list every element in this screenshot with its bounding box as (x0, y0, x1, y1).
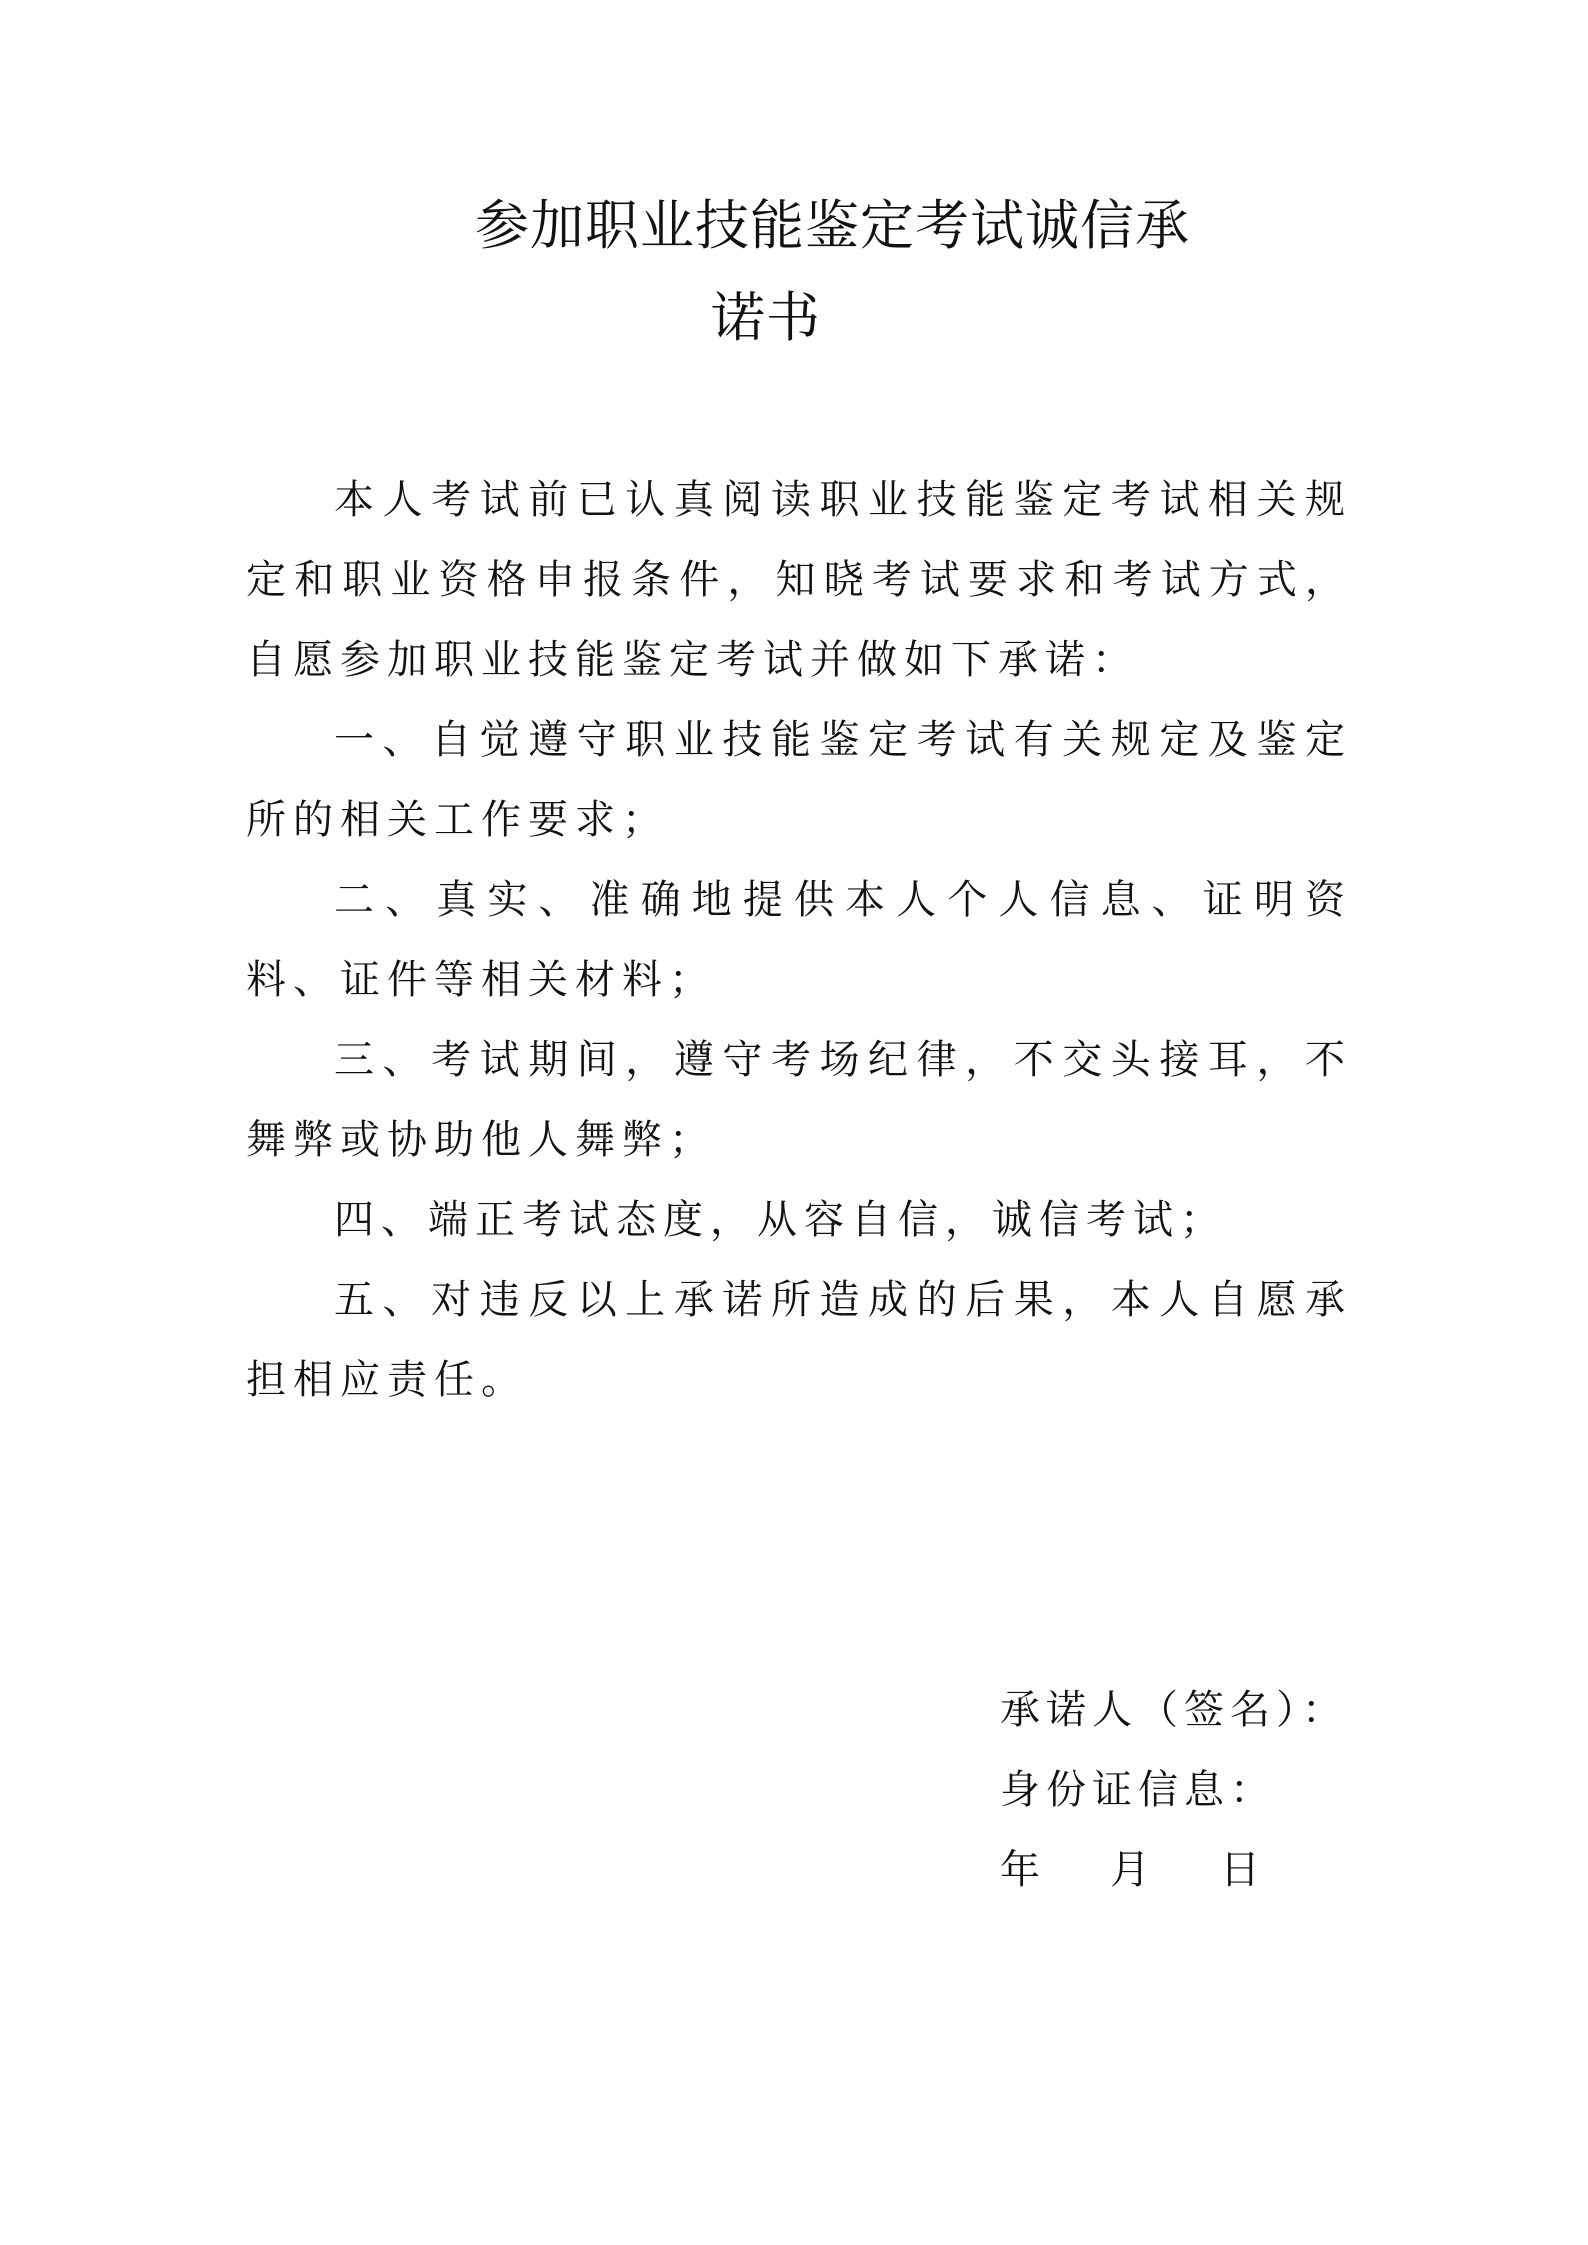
date-day: 日 (1220, 1847, 1266, 1893)
date-year: 年 (1000, 1847, 1046, 1893)
pledge-item-2: 二、真实、准确地提供本人个人信息、证明资料、证件等相关材料； (246, 877, 1352, 1003)
title-line-1: 参加职业技能鉴定考试诚信承 (475, 194, 1190, 257)
pledge-item-1: 一、自觉遵守职业技能鉴定考试有关规定及鉴定所的相关工作要求； (246, 717, 1352, 843)
date-line (1000, 1830, 1348, 1910)
signature-label: 承诺人（签名）： (1000, 1687, 1348, 1733)
pledge-item-4: 四、端正考试态度，从容自信，诚信考试； (334, 1197, 1227, 1243)
pledge-item-5: 五、对违反以上承诺所造成的后果，本人自愿承担相应责任。 (246, 1277, 1352, 1403)
intro-paragraph: 本人考试前已认真阅读职业技能鉴定考试相关规定和职业资格申报条件，知晓考试要求和考试方式，自愿参加职业技能鉴定考试并做如下承诺： (246, 477, 1352, 683)
document-body (246, 460, 1352, 1420)
id-info-label: 身份证信息： (1000, 1767, 1276, 1813)
signature-block (1000, 1670, 1348, 1910)
pledge-item-3: 三、考试期间，遵守考场纪律，不交头接耳，不舞弊或协助他人舞弊； (246, 1037, 1352, 1163)
date-month: 月 (1110, 1847, 1156, 1893)
title-line-2: 诺书 (711, 286, 821, 349)
document-title (475, 195, 1190, 349)
